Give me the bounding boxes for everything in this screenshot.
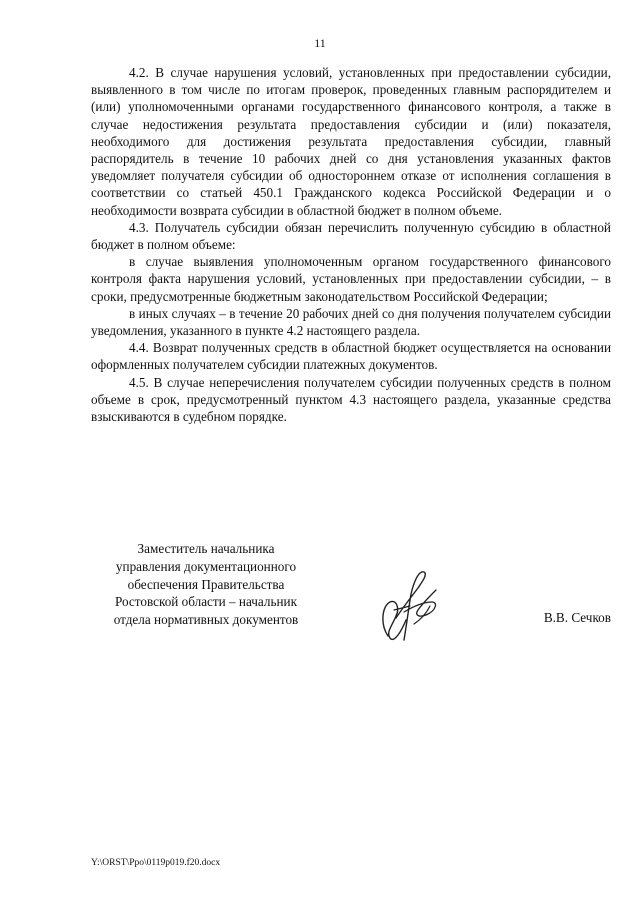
- page-number: 11: [314, 36, 326, 50]
- file-path: Y:\ORST\Ppo\0119p019.f20.docx: [91, 858, 221, 868]
- signer-position-line: управления документационного: [115, 558, 297, 574]
- signer-position-line: Ростовской области – начальник: [114, 594, 298, 610]
- signature-block: [91, 538, 611, 648]
- handwritten-signature: [374, 566, 444, 646]
- signer-name: В.В. Сечков: [543, 610, 611, 625]
- signer-position-line: отдела нормативных документов: [113, 612, 299, 628]
- paragraph-4-2: 4.2. В случае нарушения условий, установленных при предоставлении субсидии, выявленного в том числе по итогам проверок, проведенных главным распорядителем и (или) уполномоченными органами государственного финансового контроля, а также в случае недостижения результата предоставления субсидии и (или) показателя, необходимого для достижения результата предоставления субсидии, главный распорядитель в течение 10 рабочих дней со дня установления указанных фактов уведомляет получателя субсидии об одностороннем отказе от исполнения соглашения в соответствии со статьей 450.1 Гражданского кодекса Российской Федерации и о необходимости возврата субсидии в областной бюджет в полном объеме.: [91, 65, 611, 218]
- paragraph-4-3-case-1: в случае выявления уполномоченным органом государственного финансового контроля факта нарушения условий, установленных при предоставлении субсидии, – в сроки, предусмотренные бюджетным законодательством Российской Федерации;: [91, 254, 611, 304]
- paragraph-4-4: 4.4. Возврат полученных средств в областной бюджет осуществляется на основании оформленных получателем субсидии платежных документов.: [91, 340, 611, 373]
- signer-position-line: обеспечения Правительства: [127, 576, 285, 592]
- signer-position: [91, 540, 321, 629]
- paragraph-4-5: 4.5. В случае неперечисления получателем субсидии полученных средств в полном объеме в срок, предусмотренный пунктом 4.3 настоящего раздела, указанные средства взыскиваются в судебном порядке.: [91, 374, 611, 425]
- signer-position-line: Заместитель начальника: [137, 541, 275, 556]
- paragraph-4-3-case-2: в иных случаях – в течение 20 рабочих дней со дня получения получателем субсидии уведомления, указанного в пункте 4.2 настоящего раздела.: [91, 305, 611, 339]
- document-body: [91, 64, 611, 425]
- paragraph-4-3: 4.3. Получатель субсидии обязан перечислить полученную субсидию в областной бюджет в полном объеме:: [91, 219, 611, 253]
